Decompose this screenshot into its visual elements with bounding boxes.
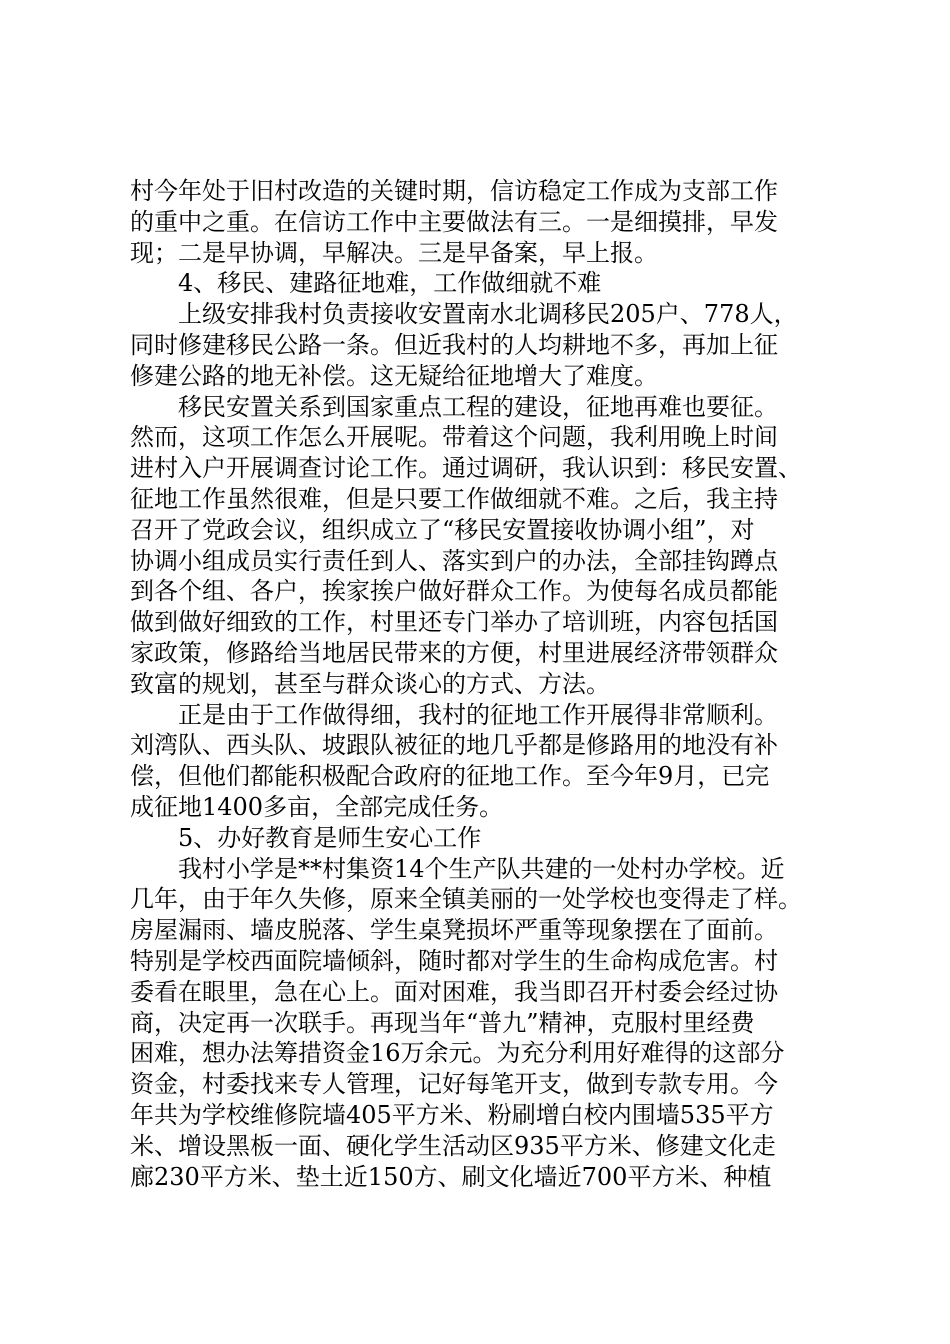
text-line: 然而，这项工作怎么开展呢。带着这个问题，我利用晚上时间 — [130, 423, 778, 452]
paragraph-start-line: 4、移民、建路征地难，工作做细就不难 — [178, 269, 602, 298]
paragraph-start-line: 上级安排我村负责接收安置南水北调移民205户、778人， — [178, 300, 798, 329]
text-line: 到各个组、各户，挨家挨户做好群众工作。为使每名成员都能 — [130, 577, 778, 606]
text-line: 召开了党政会议，组织成立了“移民安置接收协调小组”，对 — [130, 515, 755, 544]
text-line: 的重中之重。在信访工作中主要做法有三。一是细摸排，早发 — [130, 207, 778, 236]
text-line: 修建公路的地无补偿。这无疑给征地增大了难度。 — [130, 361, 658, 390]
text-line: 廊230平方米、垫土近150方、刷文化墙近700平方米、种植 — [130, 1162, 772, 1191]
text-line: 房屋漏雨、墙皮脱落、学生桌凳损坏严重等现象摆在了面前。 — [130, 916, 778, 945]
text-line: 偿，但他们都能积极配合政府的征地工作。至今年9月，已完 — [130, 762, 770, 791]
text-line: 米、增设黑板一面、硬化学生活动区935平方米、修建文化走 — [130, 1131, 776, 1160]
text-line: 同时修建移民公路一条。但近我村的人均耕地不多，再加上征 — [130, 330, 778, 359]
text-line: 成征地1400多亩，全部完成任务。 — [130, 792, 504, 821]
text-line: 资金，村委找来专人管理，记好每笔开支，做到专款专用。今 — [130, 1070, 778, 1099]
paragraph-start-line: 5、办好教育是师生安心工作 — [178, 823, 482, 852]
text-line: 年共为学校维修院墙405平方米、粉刷增白校内围墙535平方 — [130, 1100, 774, 1129]
text-line: 困难，想办法筹措资金16万余元。为充分利用好难得的这部分 — [130, 1039, 785, 1068]
text-line: 进村入户开展调查讨论工作。通过调研，我认识到：移民安置、 — [130, 454, 802, 483]
paragraph-start-line: 正是由于工作做得细，我村的征地工作开展得非常顺利。 — [178, 700, 778, 729]
text-line: 村今年处于旧村改造的关键时期，信访稳定工作成为支部工作 — [130, 177, 778, 205]
text-line: 现；二是早协调，早解决。三是早备案，早上报。 — [130, 238, 658, 267]
text-line: 商，决定再一次联手。再现当年“普九”精神，克服村里经费 — [130, 1008, 755, 1037]
paragraph-start-line: 我村小学是**村集资14个生产队共建的一处村办学校。近 — [178, 854, 785, 883]
text-line: 致富的规划，甚至与群众谈心的方式、方法。 — [130, 669, 610, 698]
document-body — [130, 176, 830, 1192]
text-line: 委看在眼里，急在心上。面对困难，我当即召开村委会经过协 — [130, 977, 778, 1006]
text-line: 家政策，修路给当地居民带来的方便，村里进展经济带领群众 — [130, 638, 778, 667]
text-line: 特别是学校西面院墙倾斜，随时都对学生的生命构成危害。村 — [130, 946, 778, 975]
text-line: 刘湾队、西头队、坡跟队被征的地几乎都是修路用的地没有补 — [130, 731, 778, 760]
paragraph-start-line: 移民安置关系到国家重点工程的建设，征地再难也要征。 — [178, 392, 778, 421]
text-line: 做到做好细致的工作，村里还专门举办了培训班，内容包括国 — [130, 608, 778, 637]
text-line: 征地工作虽然很难，但是只要工作做细就不难。之后，我主持 — [130, 484, 778, 513]
text-line: 协调小组成员实行责任到人、落实到户的办法，全部挂钩蹲点 — [130, 546, 778, 575]
text-line: 几年，由于年久失修，原来全镇美丽的一处学校也变得走了样。 — [130, 885, 802, 914]
